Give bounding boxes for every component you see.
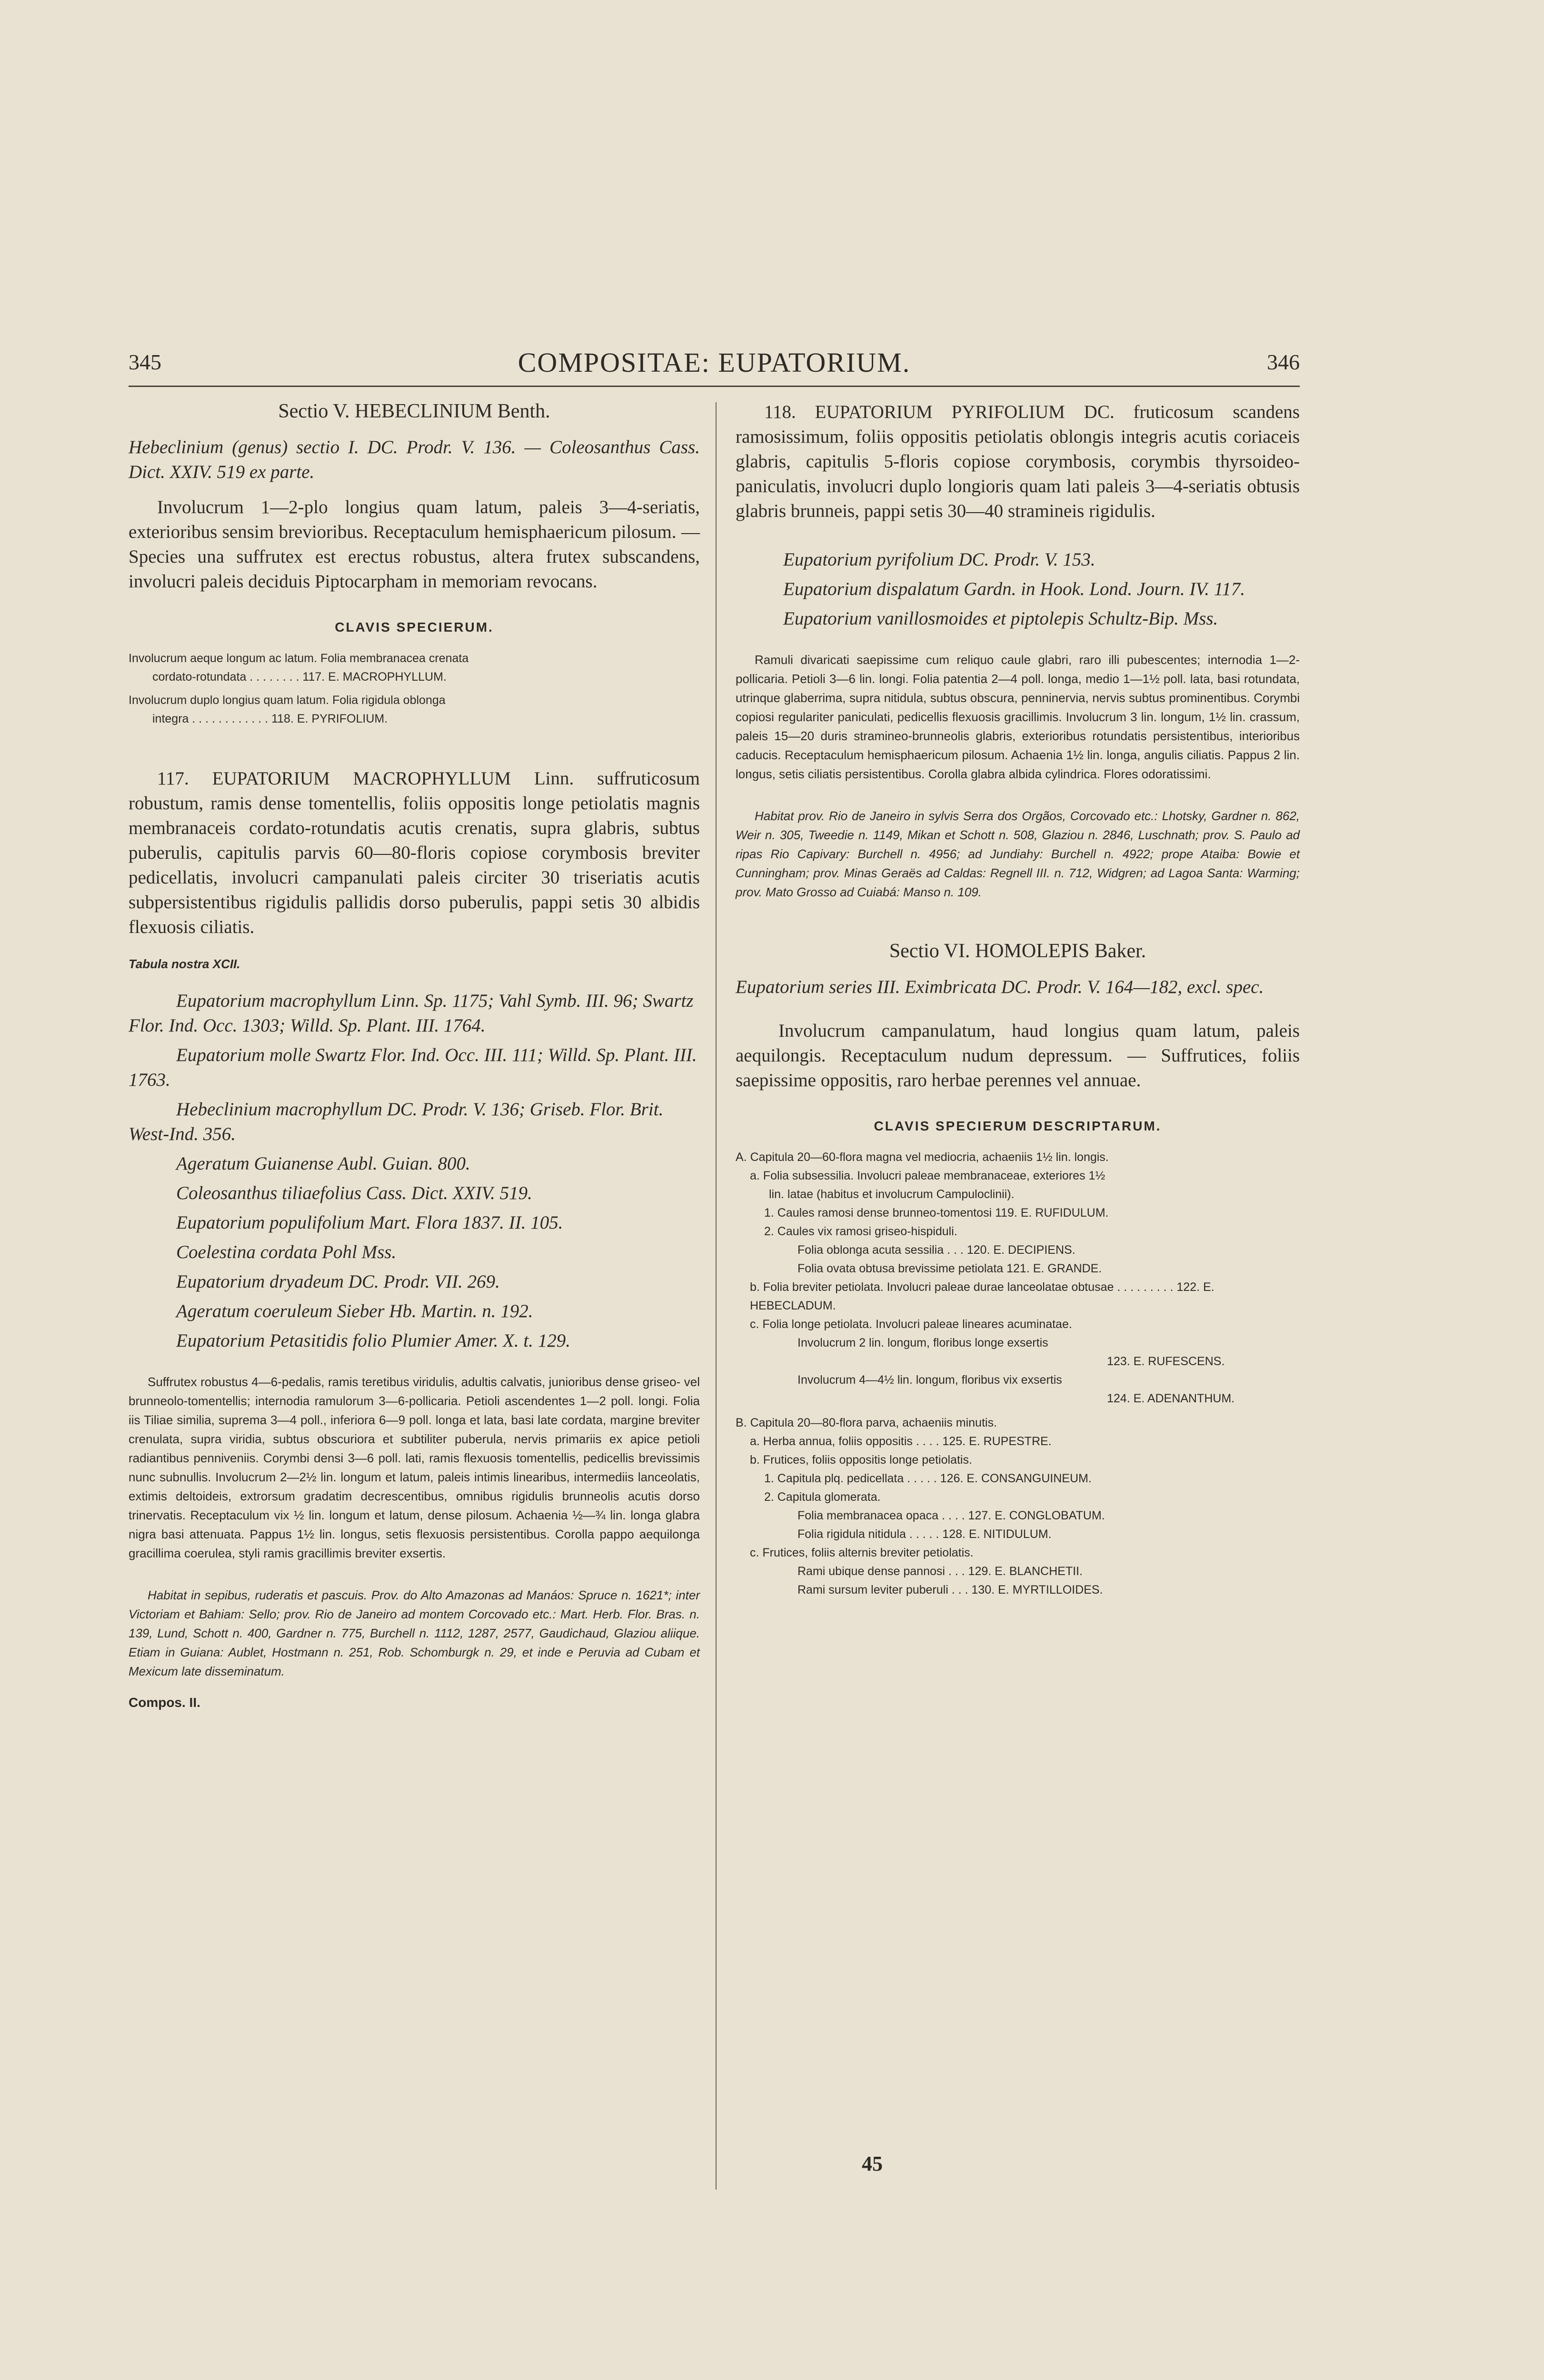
synonym: Coleosanthus tiliaefolius Cass. Dict. XXIV. 519. [176,1183,532,1203]
species-117-description: 117. EUPATORIUM MACROPHYLLUM Linn. suffruticosum robustum, ramis dense tomentellis, foliis oppositis longe petiolatis magnis membranaceis cordato-rotundatis acutis crenatis, supra glabris, subtus puberulis, capitulis parvis 60—80-floris copiose corymbosis breviter pedicellatis, involucri campanulati paleis circiter 30 triseriatis acutis subpersistentibus rigidulis pallidis dorso puberulis, pappi setis 30 albidis flexuosis ciliatis. [129,768,700,937]
header-rule [129,386,1300,387]
clavis-line: 123. E. RUFESCENS. [1107,1355,1225,1368]
species-117-habitat: Habitat in sepibus, ruderatis et pascuis. Prov. do Alto Amazonas ad Manáos: Spruce n. 1621*; inter Victoriam et Bahiam: Sello; prov. Rio de Janeiro ad montem Corcovado etc.: Mart. Herb. Flor. Bras. n. 139, Lund, Schott n. 400, Gardner n. 775, Burchell n. 1112, 1287, 2577, Gaudichaud, Glaziou aliique. Etiam in Guiana: Aublet, Hostmann n. 251, Rob. Schomburgk n. 29, et inde e Peruvia ad Cubam et Mexicum late disseminatum. [129,1588,700,1678]
clavis-line: Involucrum 2 lin. longum, floribus longe exsertis [797,1336,1048,1349]
clavis-line: Involucrum duplo longius quam latum. Folia rigidula oblonga [129,694,446,707]
synonym: Ageratum coeruleum Sieber Hb. Martin. n. 192. [176,1301,533,1321]
clavis-line: b. Frutices, foliis oppositis longe petiolatis. [750,1453,972,1467]
section-title: Sectio VI. HOMOLEPIS Baker. [889,940,1146,962]
clavis-line: 1. Capitula plq. pedicellata . . . . . 126. E. CONSANGUINEUM. [764,1472,1092,1485]
synonym: Eupatorium macrophyllum Linn. Sp. 1175; Vahl Symb. III. 96; Swartz Flor. Ind. Occ. 1303; Willd. Sp. Plant. III. 1764. [129,991,694,1036]
clavis-line: c. Frutices, foliis alternis breviter petiolatis. [750,1546,974,1559]
clavis-line: Folia membranacea opaca . . . . 127. E. CONGLOBATUM. [797,1509,1105,1522]
synonym: Eupatorium populifolium Mart. Flora 1837. II. 105. [176,1212,563,1233]
species-118-detail: Ramuli divaricati saepissime cum reliquo caule glabri, raro illi pubescentes; internodia 1—2-pollicaria. Petioli 3—6 lin. longi. Folia patentia 2—4 poll. longa, medio 1—1½ poll. lata, basi rotundata, utrinque glaberrima, supra nitidula, subtus obscura, penninervia, nervis subtus prominentibus. Corymbi copiosi regulariter paniculati, pedicellis flexuosis gracillimis. Involucrum 3 lin. longum, 1½ lin. crassum, paleis 15—20 duris stramineo-brunneolis glabris, exterioribus rotundatis persistentibus, interioribus caducis. Receptaculum hemisphaericum pilosum. Achaenia 1½ lin. longa, angulis ciliatis. Pappus 2 lin. longus, setis ciliatis persistentibus. Corolla glabra albida cylindrica. Flores odoratissimi. [736,653,1300,781]
synonym: Eupatorium Petasitidis folio Plumier Amer. X. t. 129. [176,1330,571,1351]
synonym: Coelestina cordata Pohl Mss. [176,1242,397,1262]
species-118-habitat: Habitat prov. Rio de Janeiro in sylvis Serra dos Orgãos, Corcovado etc.: Lhotsky, Gardner n. 862, Weir n. 305, Tweedie n. 1149, Mikan et Schott n. 508, Glaziou n. 2846, Luschnath; prov. S. Paulo ad ripas Rio Capivary: Burchell n. 4956; ad Jundiahy: Burchell n. 4922; prope Ataiba: Bowie et Cunningham; prov. Minas Geraës ad Caldas: Regnell III. n. 712, Widgren; ad Lagoa Santa: Warming; prov. Mato Grosso ad Cuiabá: Manso n. 109. [736,809,1300,899]
clavis-title: CLAVIS SPECIERUM DESCRIPTARUM. [874,1119,1162,1133]
synonym: Eupatorium dryadeum DC. Prodr. VII. 269. [176,1271,500,1292]
running-head [129,347,1300,385]
species-117-detail: Suffrutex robustus 4—6-pedalis, ramis teretibus viridulis, adultis calvatis, junioribus dense griseo- vel brunneolo-tomentellis; internodia ramulorum 3—6-pollicaria. Petioli ascendentes 1—2 poll. longi. Folia iis Tiliae similia, suprema 3—4 poll., inferiora 6—9 poll. longa et lata, basi late cordata, margine breviter crenulata, supra viridia, subtus obscuriora et subtiliter puberula, nervis primariis ex apice petioli radiantibus penniveniis. Corymbi densi 3—6 poll. lati, ramis flexuosis tomentellis, pedicellis brevissimis nunc subnullis. Involucrum 2—2½ lin. longum et latum, paleis intimis linearibus, intermediis lanceolatis, extimis deltoideis, extrorsum gradatim decrescentibus, omnibus rigidulis brunneolis acutis dorso trinervatis. Receptaculum vix ½ lin. longum et latum, dense pilosum. Achaenia ½—¾ lin. longa glabra nigra basi attenuata. Pappus 1½ lin. longus, setis flexuosis persistentibus. Corolla pappo aequilonga gracillima coerulea, styli ramis gracillimis breviter exsertis. [129,1375,700,1560]
clavis-line: cordato-rotundata . . . . . . . . 117. E. MACROPHYLLUM. [152,670,447,684]
section-title: Sectio V. HEBECLINIUM Benth. [278,400,550,422]
plate-reference: Tabula nostra XCII. [129,957,240,971]
section-description: Involucrum 1—2-plo longius quam latum, paleis 3—4-seriatis, exterioribus sensim brevioribus. Receptaculum hemisphaericum pilosum. — Species una suffrutex est erectus robustus, altera frutex subscandens, involucri paleis deciduis Piptocarpham in memoriam revocans. [129,497,700,592]
clavis-line: a. Folia subsessilia. Involucri paleae membranaceae, exteriores 1½ [750,1169,1106,1182]
clavis-line: B. Capitula 20—80-flora parva, achaeniis minutis. [736,1416,997,1429]
clavis-line: Involucrum 4—4½ lin. longum, floribus vix exsertis [797,1373,1062,1387]
column-divider [716,402,717,2190]
running-title: COMPOSITAE: EUPATORIUM. [518,347,911,378]
clavis-line: lin. latae (habitus et involucrum Campuloclinii). [769,1188,1015,1201]
clavis-line: c. Folia longe petiolata. Involucri paleae lineares acuminatae. [750,1318,1072,1331]
page-number-left: 345 [129,350,161,374]
clavis-line: 2. Caules vix ramosi griseo-hispiduli. [764,1225,957,1238]
clavis-line: Rami sursum leviter puberuli . . . 130. E. MYRTILLOIDES. [797,1583,1103,1597]
synonym: Eupatorium vanillosmoides et piptolepis Schultz-Bip. Mss. [783,608,1218,629]
clavis-line: 124. E. ADENANTHUM. [1107,1392,1235,1405]
clavis-line: 1. Caules ramosi dense brunneo-tomentosi 119. E. RUFIDULUM. [764,1206,1109,1220]
clavis-line: Involucrum aeque longum ac latum. Folia membranacea crenata [129,652,469,665]
clavis-line: A. Capitula 20—60-flora magna vel mediocria, achaeniis 1½ lin. longis. [736,1150,1109,1164]
clavis-line: integra . . . . . . . . . . . . 118. E. PYRIFOLIUM. [152,712,388,725]
page-number-right: 346 [1267,350,1300,374]
clavis-line: 2. Capitula glomerata. [764,1490,881,1504]
synonym: Hebeclinium macrophyllum DC. Prodr. V. 136; Griseb. Flor. Brit. West-Ind. 356. [129,1099,664,1144]
clavis-line: a. Herba annua, foliis oppositis . . . . 125. E. RUPESTRE. [750,1435,1052,1448]
signature-mark: Compos. II. [129,1695,200,1710]
synonym: Eupatorium pyrifolium DC. Prodr. V. 153. [783,549,1096,570]
clavis-title: CLAVIS SPECIERUM. [335,620,494,635]
species-118-description: 118. EUPATORIUM PYRIFOLIUM DC. fruticosum scandens ramosissimum, foliis oppositis petiolatis oblongis integris acutis coriaceis glabris, capitulis 5-floris copiose corymbosis, corymbis thyrsoideo-paniculatis, involucri duplo longioris quam lati paleis 3—4-seriatis obtusis glabris brunneis, pappi setis 30—40 stramineis rigidulis. [736,402,1300,521]
clavis-line: Folia ovata obtusa brevissime petiolata 121. E. GRANDE. [797,1262,1102,1275]
left-column [129,400,700,1710]
clavis-line: Rami ubique dense pannosi . . . 129. E. BLANCHETII. [797,1565,1083,1578]
synonym: Ageratum Guianense Aubl. Guian. 800. [176,1153,470,1174]
section-reference: Eupatorium series III. Eximbricata DC. Prodr. V. 164—182, excl. spec. [736,977,1264,997]
sheet-number: 45 [862,2152,883,2175]
synonym: Eupatorium dispalatum Gardn. in Hook. Lond. Journ. IV. 117. [783,579,1245,599]
clavis-line: Folia oblonga acuta sessilia . . . 120. E. DECIPIENS. [797,1243,1076,1257]
section-description: Involucrum campanulatum, haud longius quam latum, paleis aequilongis. Receptaculum nudum depressum. — Suffrutices, foliis saepissime oppositis, raro herbae perennes vel annuae. [736,1021,1300,1091]
right-column [736,400,1300,1599]
clavis-line: b. Folia breviter petiolata. Involucri paleae durae lanceolatae obtusae . . . . . . . . . 122. E. HEBECLADUM. [750,1280,1215,1312]
synonym: Eupatorium molle Swartz Flor. Ind. Occ. III. 111; Willd. Sp. Plant. III. 1763. [129,1045,697,1090]
clavis-line: Folia rigidula nitidula . . . . . 128. E. NITIDULUM. [797,1527,1052,1541]
section-reference: Hebeclinium (genus) sectio I. DC. Prodr. V. 136. — Coleosanthus Cass. Dict. XXIV. 519 ex parte. [129,437,700,482]
